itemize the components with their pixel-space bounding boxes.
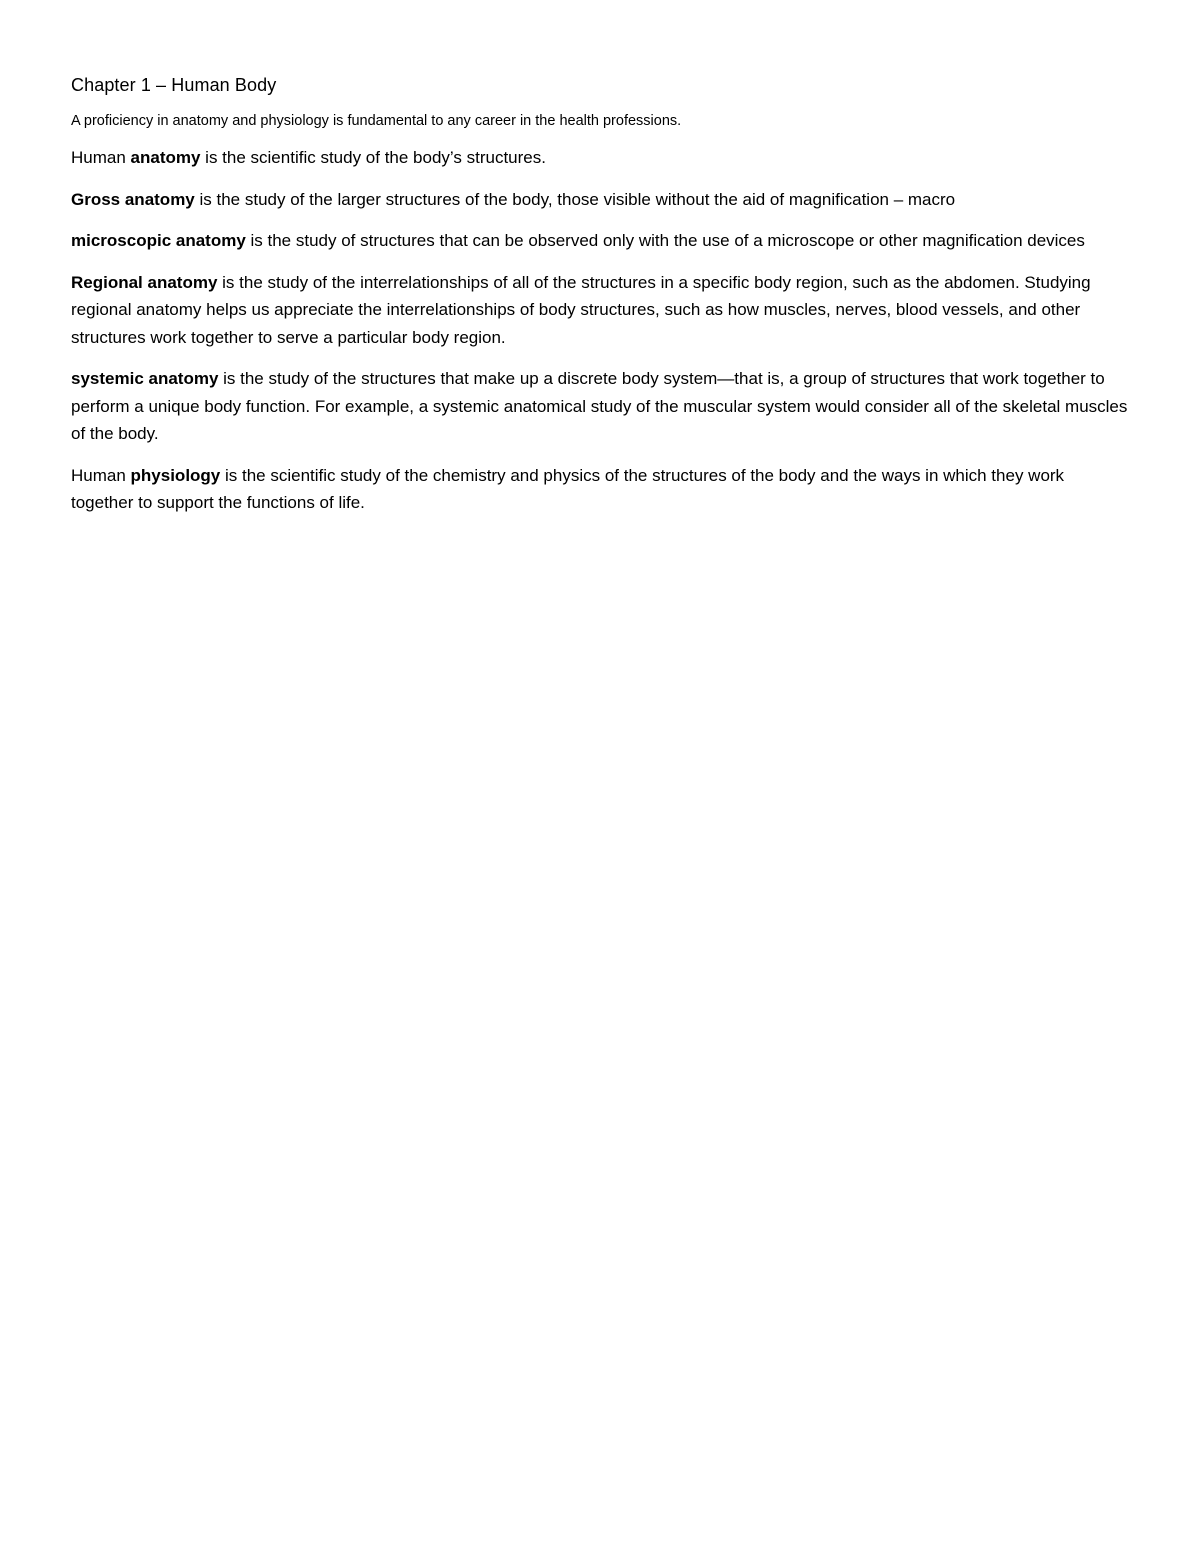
paragraph-text: is the scientific study of the chemistry and physics of the structures of the body and the ways in which they work together to support the functions of life. [71, 465, 1065, 512]
intro-sentence: A proficiency in anatomy and physiology is fundamental to any career in the health professions. [71, 113, 682, 129]
key-term: anatomy [130, 148, 201, 167]
key-term: Gross anatomy [71, 189, 195, 209]
definition-physiology [71, 462, 1131, 517]
definition-anatomy [71, 144, 1131, 172]
paragraph-text: is the scientific study of the body’s structures. [200, 148, 546, 167]
definition-systemic-anatomy [71, 365, 1131, 448]
key-term: physiology [130, 465, 221, 485]
definition-regional-anatomy [71, 269, 1131, 352]
paragraph-lead: Human [71, 148, 131, 167]
document-body [71, 73, 1131, 531]
definition-microscopic-anatomy [71, 227, 1131, 255]
paragraph-text: is the study of the interrelationships of all of the structures in a specific body region, such as the abdomen. Studying regional anatomy helps us appreciate the interrelationships of body structures, such as how muscles, nerves, blood vessels, and other structures work together to serve a particular body region. [71, 272, 1091, 347]
key-term: microscopic anatomy [71, 231, 246, 250]
key-term: systemic anatomy [71, 369, 219, 388]
paragraph-text: is the study of structures that can be observed only with the use of a microscope or other magnification devices [245, 231, 1085, 250]
paragraph-text: is the study of the structures that make up a discrete body system—that is, a group of structures that work together to perform a unique body function. For example, a systemic anatomical study of the muscular system would consider all of the skeletal muscles of the body. [71, 369, 1128, 443]
chapter-title: Chapter 1 – Human Body [71, 75, 277, 95]
key-term: Regional anatomy [71, 272, 218, 292]
paragraph-text: is the study of the larger structures of the body, those visible without the aid of magnification – macro [194, 189, 956, 209]
paragraph-lead: Human [71, 465, 131, 485]
definition-gross-anatomy [71, 186, 1131, 214]
